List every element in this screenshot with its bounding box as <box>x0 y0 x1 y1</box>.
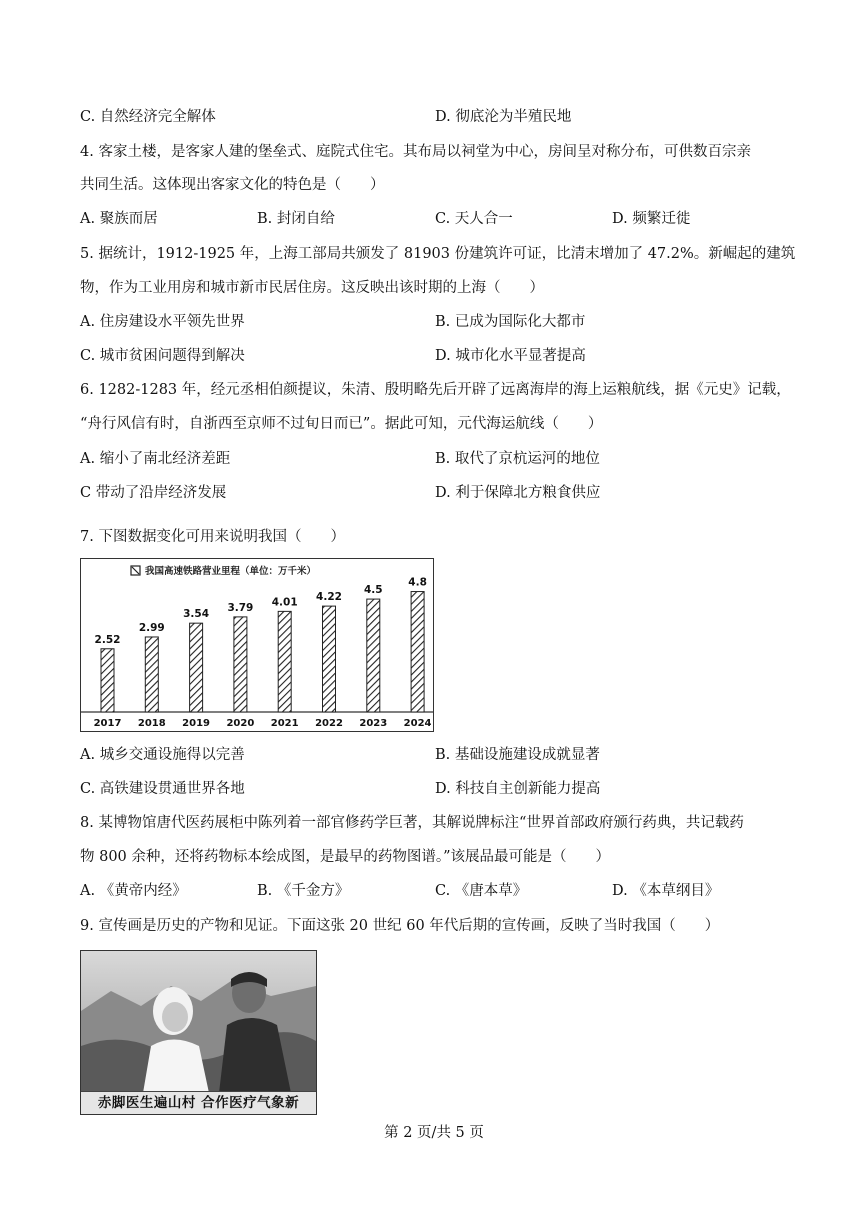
bar-2019 <box>190 623 203 712</box>
q8-option-a: A. 《黄帝内经》 <box>80 883 187 899</box>
page-number: 第 2 页/共 5 页 <box>384 1125 484 1141</box>
x-tick-2021: 2021 <box>270 718 299 729</box>
q4-option-b: B. 封闭自给 <box>257 211 335 227</box>
q5-stem-line1: 5. 据统计，1912-1925 年，上海工部局共颁发了 81903 份建筑许可证，比清末增加了 47.2%。新崛起的建筑 <box>80 246 796 262</box>
q7-option-d: D. 科技自主创新能力提高 <box>435 781 601 797</box>
bar-2024 <box>411 592 424 712</box>
x-tick-2017: 2017 <box>93 718 122 729</box>
q6-stem-line1: 6. 1282-1283 年，经元丞相伯颜提议，朱清、殷明略先后开辟了远离海岸的海上运粮航线，据《元史》记载， <box>80 382 791 398</box>
q5-stem-line2: 物，作为工业用房和城市新市民居住房。这反映出该时期的上海（ ） <box>80 280 544 296</box>
q4-stem-line1: 4. 客家土楼，是客家人建的堡垒式、庭院式住宅。其布局以祠堂为中心，房间呈对称分布，可供数百宗亲 <box>80 144 751 160</box>
q5-option-d: D. 城市化水平显著提高 <box>435 348 586 364</box>
q6-option-c: C 带动了沿岸经济发展 <box>80 485 227 501</box>
hsr-mileage-bar-chart <box>80 558 434 732</box>
data-label-2021: 4.01 <box>271 596 298 609</box>
q4-option-a: A. 聚族而居 <box>80 211 158 227</box>
q4-stem-line2: 共同生活。这体现出客家文化的特色是（ ） <box>80 177 385 193</box>
q8-option-c: C. 《唐本草》 <box>435 883 528 899</box>
x-tick-2024: 2024 <box>403 718 432 729</box>
woman-face <box>162 1002 188 1032</box>
x-tick-2020: 2020 <box>226 718 255 729</box>
q8-option-b: B. 《千金方》 <box>257 883 350 899</box>
data-label-2023: 4.5 <box>363 584 383 597</box>
data-label-2019: 3.54 <box>183 608 210 621</box>
x-tick-2022: 2022 <box>315 718 343 729</box>
q7-option-b: B. 基础设施建设成就显著 <box>435 747 600 763</box>
q7-stem: 7. 下图数据变化可用来说明我国（ ） <box>80 529 345 545</box>
bar-2018 <box>145 637 158 712</box>
q3-option-d: D. 彻底沦为半殖民地 <box>435 109 572 125</box>
chart-title: 我国高速铁路营业里程（单位：万千米） <box>145 566 317 577</box>
poster-illustration <box>81 951 316 1093</box>
q5-option-b: B. 已成为国际化大都市 <box>435 314 586 330</box>
data-label-2022: 4.22 <box>316 591 342 604</box>
q7-option-c: C. 高铁建设贯通世界各地 <box>80 781 245 797</box>
q5-option-a: A. 住房建设水平领先世界 <box>80 314 245 330</box>
propaganda-poster-image <box>80 950 317 1115</box>
q6-option-d: D. 利于保障北方粮食供应 <box>435 485 601 501</box>
data-label-2024: 4.8 <box>408 576 427 589</box>
q5-option-c: C. 城市贫困问题得到解决 <box>80 348 245 364</box>
data-label-2018: 2.99 <box>138 621 165 634</box>
data-label-2020: 3.79 <box>227 601 254 614</box>
q6-option-a: A. 缩小了南北经济差距 <box>80 451 231 467</box>
q8-option-d: D. 《本草纲目》 <box>612 883 720 899</box>
q9-stem: 9. 宣传画是历史的产物和见证。下面这张 20 世纪 60 年代后期的宣传画，反映了当时我国（ ） <box>80 918 720 934</box>
poster-caption: 赤脚医生遍山村 合作医疗气象新 <box>81 1091 316 1114</box>
data-label-2017: 2.52 <box>94 633 121 646</box>
bar-2022 <box>323 606 336 712</box>
q6-stem-line2: “舟行风信有时，自浙西至京师不过旬日而已”。据此可知，元代海运航线（ ） <box>80 416 603 432</box>
bar-2023 <box>367 599 380 712</box>
q7-option-a: A. 城乡交通设施得以完善 <box>80 747 245 763</box>
x-tick-2023: 2023 <box>359 718 388 729</box>
woman-body <box>143 1040 209 1094</box>
x-tick-2019: 2019 <box>182 718 211 729</box>
x-tick-2018: 2018 <box>137 718 166 729</box>
q8-stem-line2: 物 800 余种，还将药物标本绘成图，是最早的药物图谱。”该展品最可能是（ ） <box>80 849 611 865</box>
q3-option-c: C. 自然经济完全解体 <box>80 109 216 125</box>
chart-bars <box>94 577 432 729</box>
q4-option-c: C. 天人合一 <box>435 211 513 227</box>
q8-stem-line1: 8. 某博物馆唐代医药展柜中陈列着一部官修药学巨著，其解说牌标注“世界首部政府颁行药典，共记载药 <box>80 815 744 831</box>
q4-option-d: D. 频繁迁徙 <box>612 211 691 227</box>
chart-svg <box>81 559 433 731</box>
bar-2017 <box>101 649 114 712</box>
bar-2021 <box>278 611 291 712</box>
q6-option-b: B. 取代了京杭运河的地位 <box>435 451 600 467</box>
bar-2020 <box>234 617 247 712</box>
